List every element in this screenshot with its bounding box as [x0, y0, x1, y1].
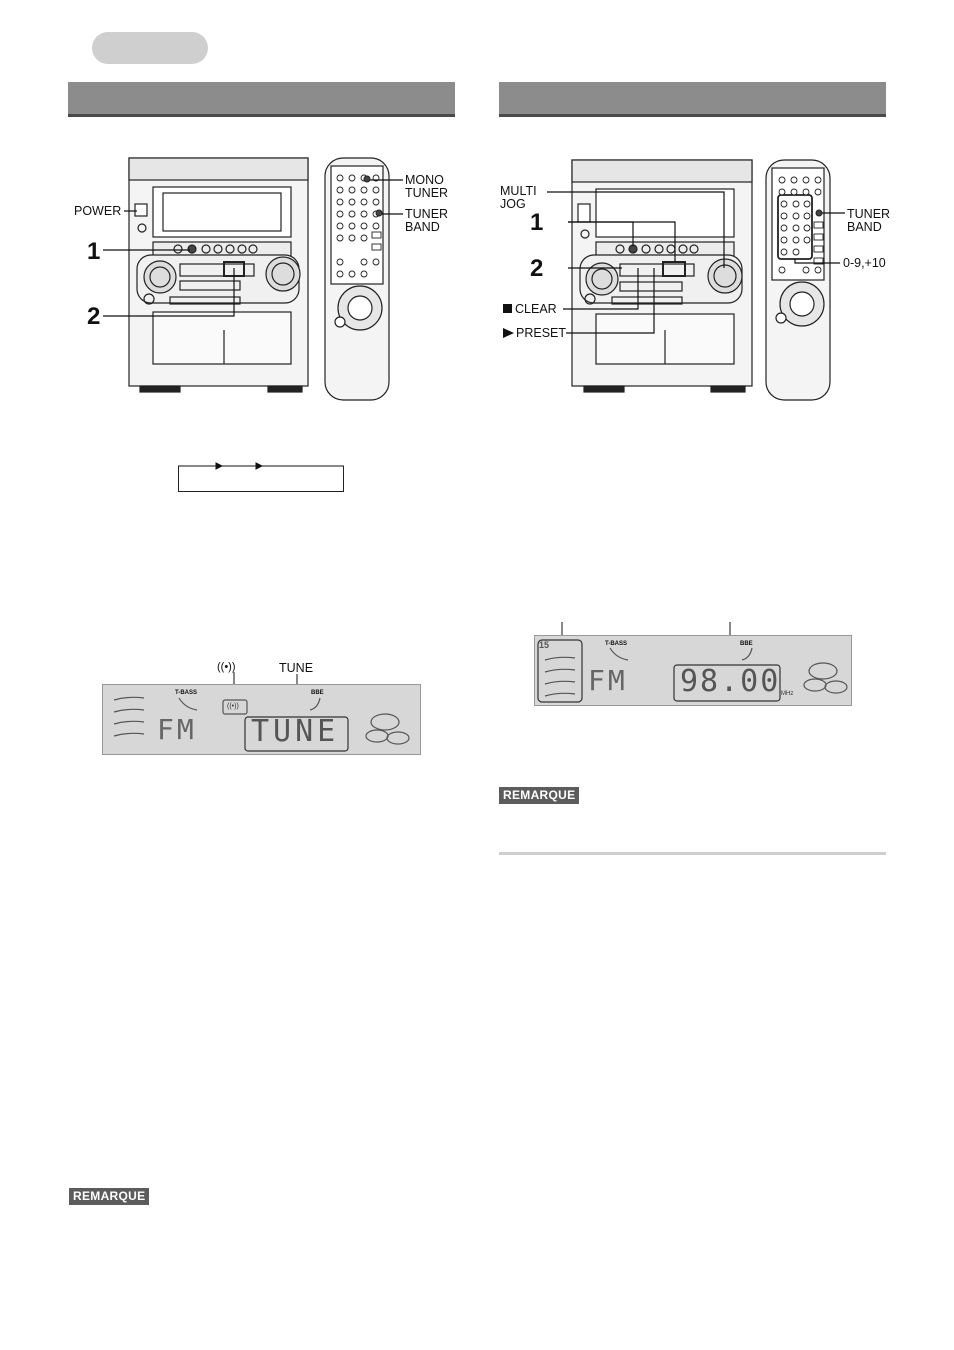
multi-jog-label-2: JOG — [500, 197, 526, 211]
number-keys-label: 0-9,+10 — [843, 256, 886, 270]
t-bass-indicator: T-BASS — [175, 690, 198, 696]
band-readout-right: FM — [588, 664, 628, 697]
step-2-marker: 2 — [87, 303, 101, 330]
main-readout: TUNE — [251, 714, 340, 749]
band-readout: FM — [157, 713, 197, 746]
stereo-indicator-callout: ((•)) — [217, 661, 236, 673]
preset-label: PRESET — [516, 326, 567, 340]
bbe-indicator: BBE — [311, 690, 324, 696]
bbe-indicator-right: BBE — [740, 641, 753, 647]
tune-callout: TUNE — [279, 661, 314, 675]
mono-tuner-label-1: MONO — [405, 173, 444, 187]
section-divider — [499, 852, 886, 855]
clear-label: CLEAR — [515, 302, 557, 316]
tuner-band-label-right-1: TUNER — [847, 207, 891, 221]
tuner-band-label-2: BAND — [405, 220, 440, 234]
preset-number-readout: 15 — [539, 640, 550, 650]
tuner-band-label-1: TUNER — [405, 207, 449, 221]
mono-tuner-label-2: TUNER — [405, 186, 449, 200]
multi-jog-label-1: MULTI — [500, 184, 537, 198]
frequency-unit: MHz — [781, 691, 794, 697]
t-bass-indicator-right: T-BASS — [605, 641, 628, 647]
tuner-band-label-right-2: BAND — [847, 220, 882, 234]
remarque-badge-right: REMARQUE — [499, 787, 579, 804]
frequency-readout: 98.00 — [680, 664, 781, 699]
step-2-marker-right: 2 — [530, 255, 544, 282]
step-1-marker-right: 1 — [530, 209, 544, 236]
stereo-icon: ((•)) — [227, 703, 239, 710]
power-label: POWER — [74, 204, 122, 218]
remarque-badge-left: REMARQUE — [69, 1188, 149, 1205]
step-1-marker: 1 — [87, 238, 101, 265]
